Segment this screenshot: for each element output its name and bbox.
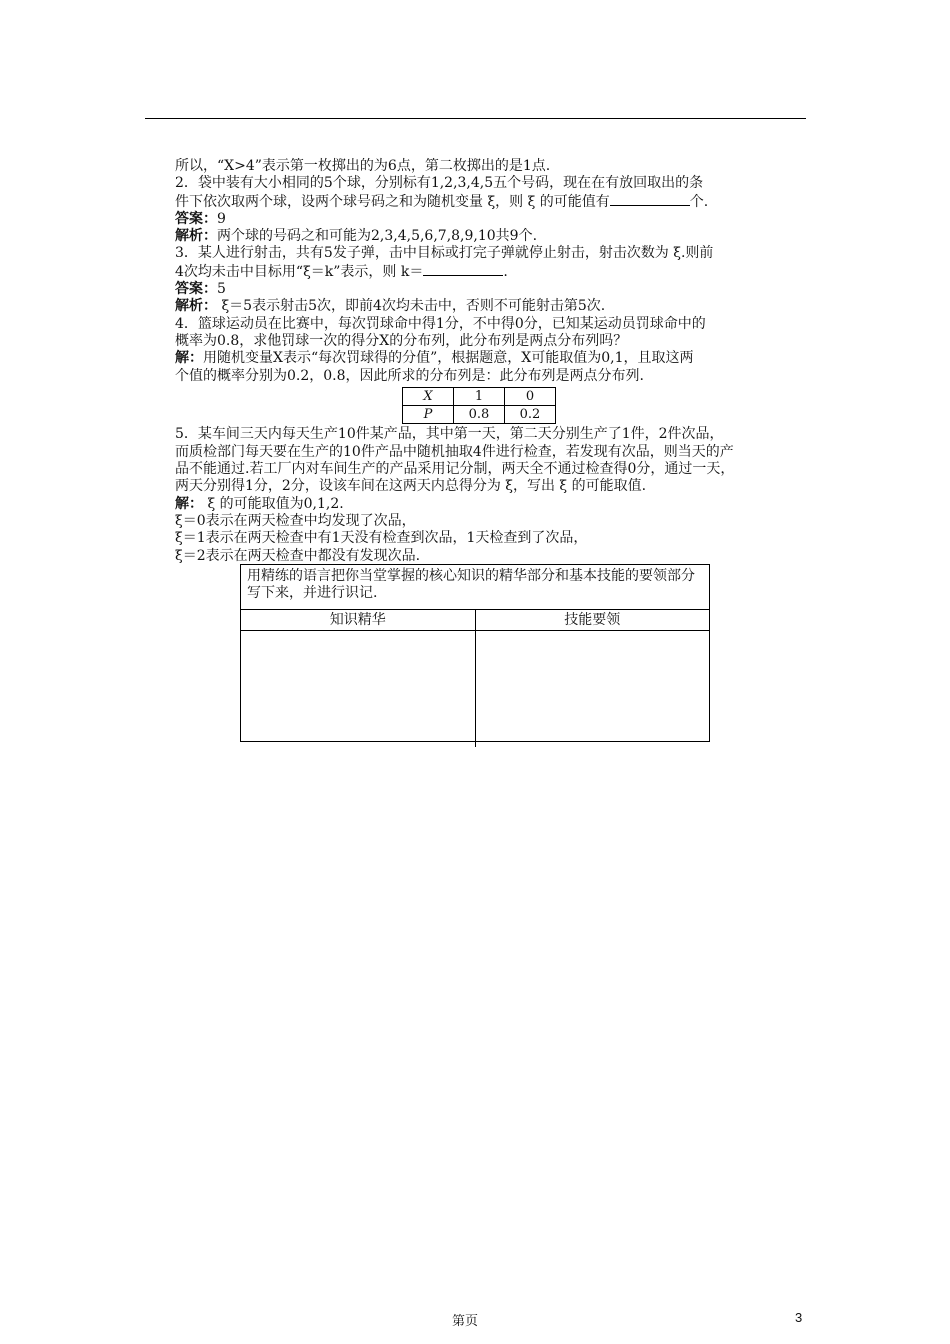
- table-cell: 0: [505, 387, 556, 405]
- knowledge-column: [241, 610, 475, 747]
- solution-5: 解： ξ 的可能取值为0,1,2. ξ＝0表示在两天检查中均发现了次品， ξ＝1表示在两天检查中有1天没有检查到次品，1天检查到了次品， ξ＝2表示在两天检查中都没有发现次品.: [175, 495, 588, 564]
- skills-column: [475, 610, 710, 747]
- answer-blank: [610, 193, 690, 206]
- analysis-3: 解析： ξ＝5表示射击5次，即前4次均未击中，否则不可能射击第5次.: [175, 298, 606, 315]
- table-cell: P: [403, 406, 454, 424]
- answer-2: 答案：9: [175, 210, 226, 227]
- knowledge-writing-area[interactable]: [241, 631, 475, 747]
- summary-box: [240, 564, 710, 742]
- skills-column-header: 技能要领: [476, 610, 710, 631]
- question-5: 5．某车间三天内每天生产10件某产品，其中第一天，第二天分别生产了1件，2件次品， 而质检部门每天要在生产的10件产品中随机抽取4件进行检查，若发现有次品，则当天的产 品不能通过.若工厂内对车间生产的产品采用记分制，两天全不通过检查得0分，通过一天， 两天分别得1分，2分，设该车间在这两天内总得分为 ξ，写出 ξ 的可能取值.: [175, 426, 735, 495]
- solution-4: 解：用随机变量X表示“每次罚球得的分值”，根据题意，X可能取值为0,1，且取这两 个值的概率分别为0.2，0.8，因此所求的分布列是：此分布列是两点分布列.: [175, 350, 694, 384]
- question-4: 4．篮球运动员在比赛中，每次罚球命中得1分，不中得0分，已知某运动员罚球命中的 概率为0.8，求他罚球一次的得分X的分布列，此分布列是两点分布列吗？: [175, 315, 706, 349]
- table-row: [403, 387, 556, 405]
- table-row: [403, 406, 556, 424]
- table-cell: X: [403, 387, 454, 405]
- analysis-2: 解析：两个球的号码之和可能为2,3,4,5,6,7,8,9,10共9个.: [175, 228, 538, 245]
- summary-instruction: 用精练的语言把你当堂掌握的核心知识的精华部分和基本技能的要领部分写下来，并进行识记.: [241, 565, 709, 610]
- knowledge-column-header: 知识精华: [241, 610, 475, 631]
- table-cell: 0.8: [454, 406, 505, 424]
- question-3: 3．某人进行射击，共有5发子弹，击中目标或打完子弹就停止射击，射击次数为 ξ.则前 4次均未击中目标用“ξ＝k”表示，则 k＝ .: [175, 245, 714, 280]
- answer-3: 答案：5: [175, 281, 226, 298]
- distribution-table: [402, 387, 556, 425]
- table-cell: 1: [454, 387, 505, 405]
- skills-writing-area[interactable]: [476, 631, 710, 747]
- header-rule: [145, 118, 806, 119]
- line-conclusion: 所以，“X>4”表示第一枚掷出的为6点，第二枚掷出的是1点.: [175, 158, 551, 174]
- document-body: [175, 158, 807, 565]
- page-number: 3: [795, 1310, 803, 1325]
- question-2: 2．袋中装有大小相同的5个球，分别标有1,2,3,4,5五个号码，现在在有放回取出的条 件下依次取两个球，设两个球号码之和为随机变量 ξ，则 ξ 的可能值有 个.: [175, 175, 709, 210]
- table-cell: 0.2: [505, 406, 556, 424]
- footer-label: 第页: [452, 1314, 479, 1329]
- answer-blank: [423, 263, 503, 276]
